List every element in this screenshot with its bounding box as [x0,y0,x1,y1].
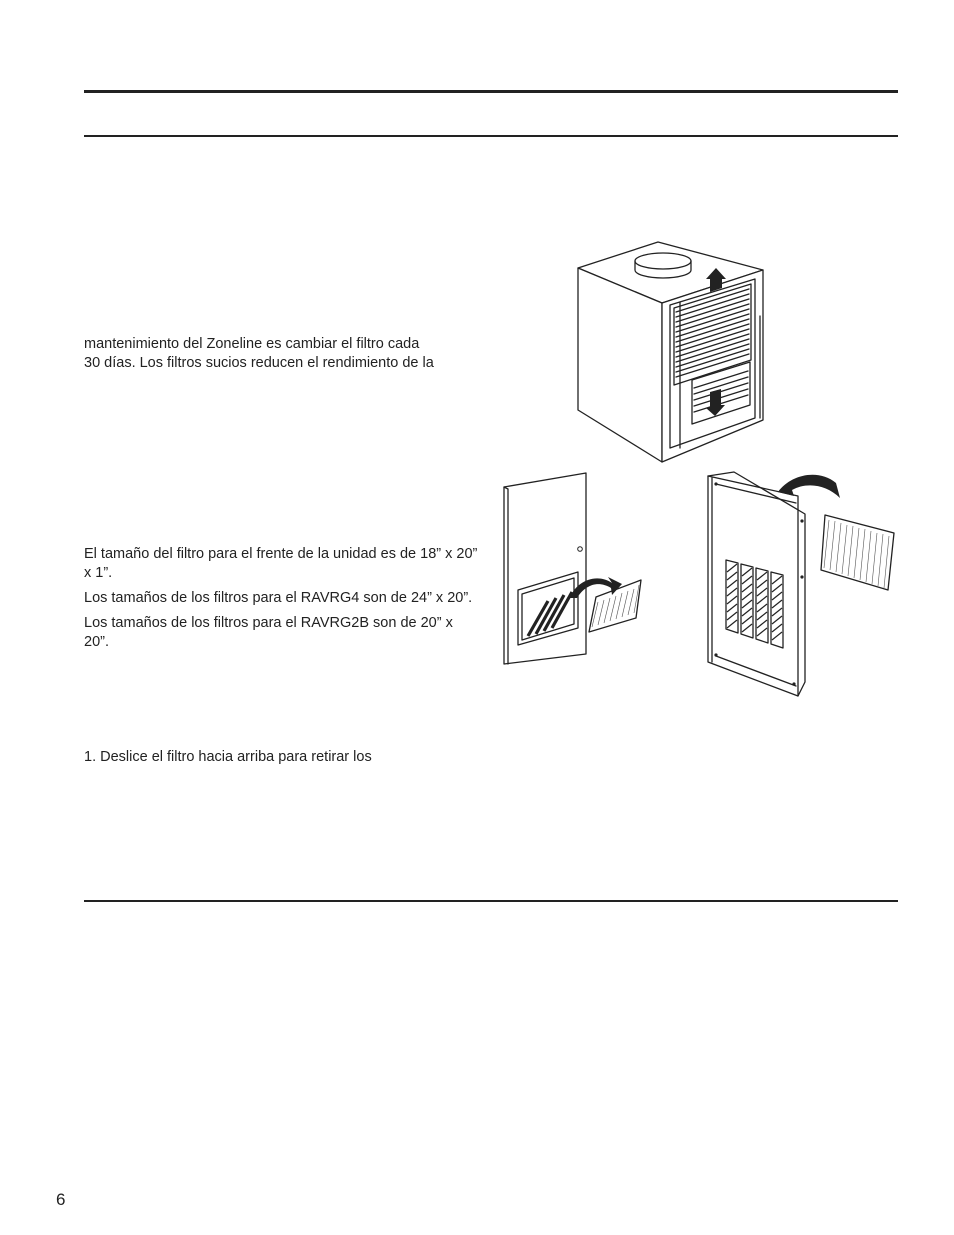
front-panel-illustration [708,472,894,696]
page-number: 6 [56,1190,66,1209]
filter-size-front: El tamaño del filtro para el frente de la unidad es de 18” x 20” x 1”. [84,546,478,581]
filter-size-ravrg2b: Los tamaños de los filtros para el RAVRG2B son de 20” x 20”. [84,615,453,650]
filter-size-ravrg4: Los tamaños de los filtros para el RAVRG4 son de 24” x 20”. [84,590,473,606]
door-grille-illustration [504,473,641,664]
maintenance-line-2: 30 días. Los filtros sucios reducen el rendimiento de la [84,355,434,371]
maintenance-line-1: mantenimiento del Zoneline es cambiar el filtro cada [84,336,420,352]
step-1: 1. Deslice el filtro hacia arriba para retirar los [84,749,372,765]
zoneline-unit-illustration [578,242,763,462]
